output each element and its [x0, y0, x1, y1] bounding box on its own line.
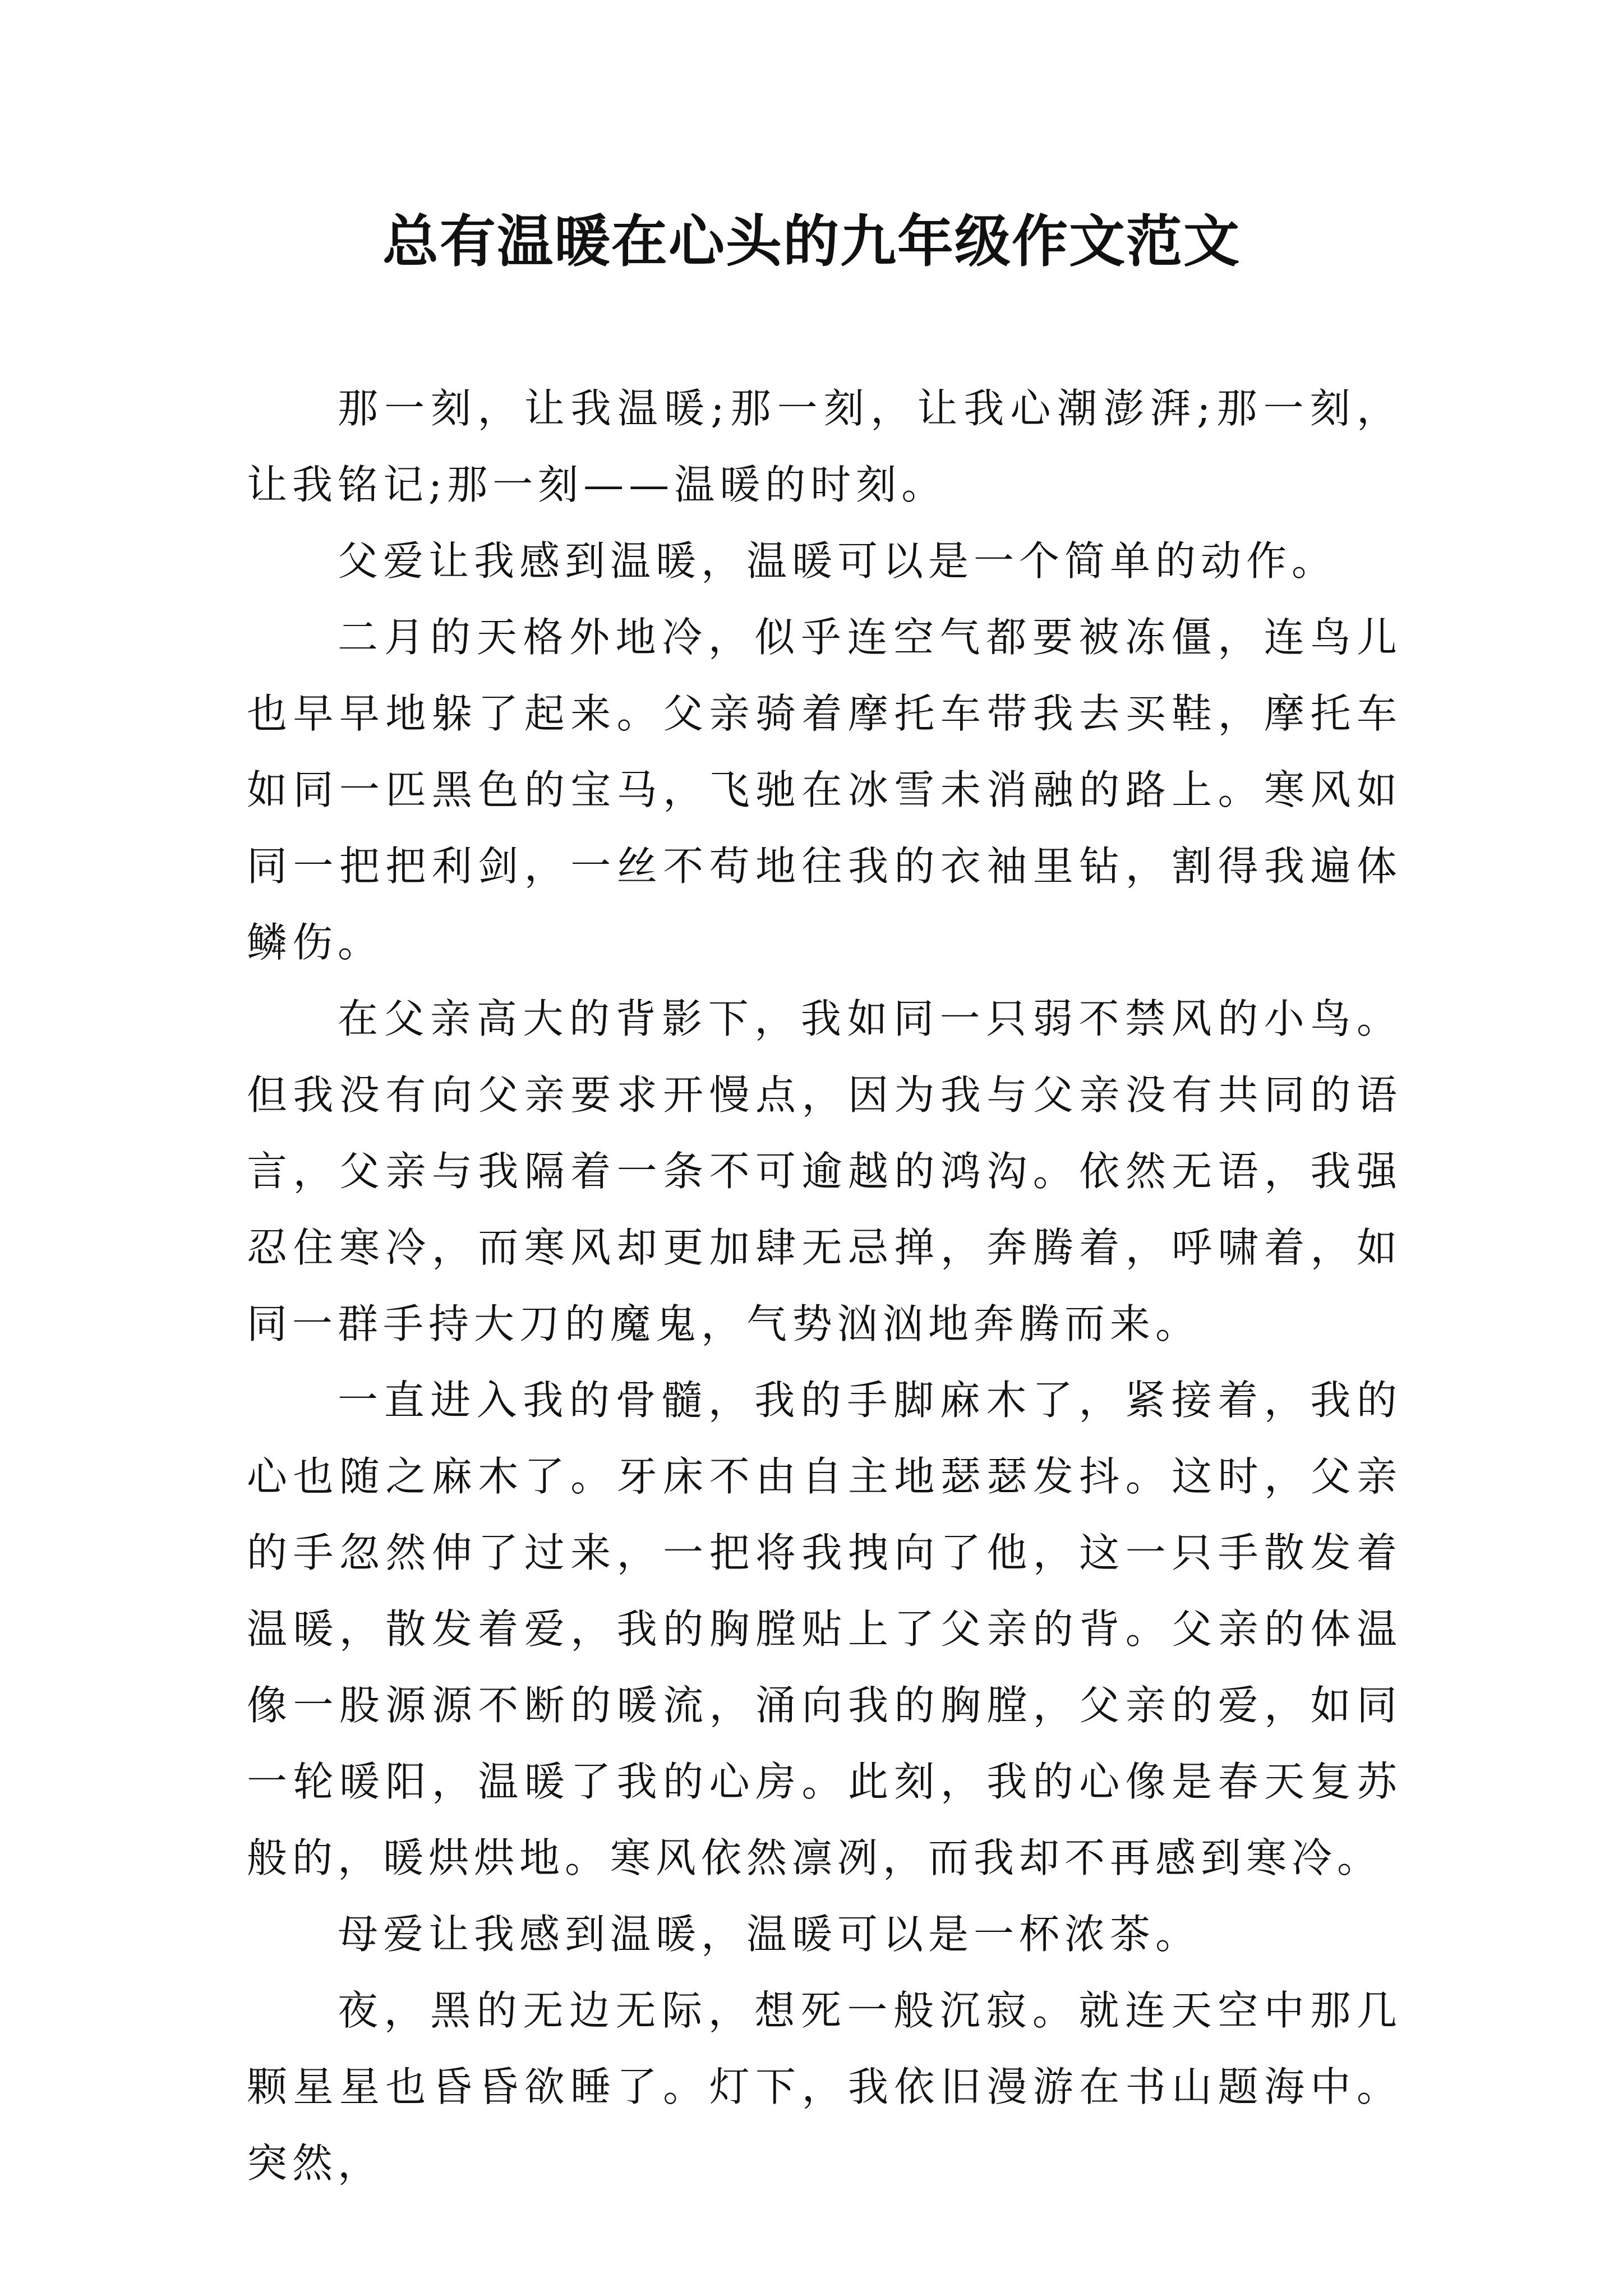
paragraph: 在父亲高大的背影下，我如同一只弱不禁风的小鸟。但我没有向父亲要求开慢点，因为我与父亲没有共同的语言，父亲与我隔着一条不可逾越的鸿沟。依然无语，我强忍住寒冷，而寒风却更加肆无忌掸，奔腾着，呼啸着，如同一群手持大刀的魔鬼，气势汹汹地奔腾而来。	[247, 995, 1402, 1347]
paragraph: 那一刻，让我温暖;那一刻，让我心潮澎湃;那一刻，让我铭记;那一刻——温暖的时刻。	[247, 385, 1402, 508]
paragraph: 父爱让我感到温暖，温暖可以是一个简单的动作。	[338, 537, 1338, 585]
document-body	[247, 370, 1402, 2201]
document-title: 总有温暖在心头的九年级作文范文	[382, 208, 1241, 274]
paragraph: 二月的天格外地冷，似乎连空气都要被冻僵，连鸟儿也早早地躲了起来。父亲骑着摩托车带我去买鞋，摩托车如同一匹黑色的宝马，飞驰在冰雪未消融的路上。寒风如同一把把利剑，一丝不苟地往我的衣袖里钻，割得我遍体鳞伤。	[247, 614, 1402, 966]
paragraph: 一直进入我的骨髓，我的手脚麻木了，紧接着，我的心也随之麻木了。牙床不由自主地瑟瑟发抖。这时，父亲的手忽然伸了过来，一把将我拽向了他，这一只手散发着温暖，散发着爱，我的胸膛贴上了父亲的背。父亲的体温像一股源源不断的暖流，涌向我的胸膛，父亲的爱，如同一轮暖阳，温暖了我的心房。此刻，我的心像是春天复苏般的，暖烘烘地。寒风依然凛冽，而我却不再感到寒冷。	[247, 1377, 1402, 1881]
paragraph: 母爱让我感到温暖，温暖可以是一杯浓茶。	[338, 1911, 1201, 1958]
paragraph: 夜，黑的无边无际，想死一般沉寂。就连天空中那几颗星星也昏昏欲睡了。灯下，我依旧漫游在书山题海中。突然，	[247, 1987, 1402, 2187]
